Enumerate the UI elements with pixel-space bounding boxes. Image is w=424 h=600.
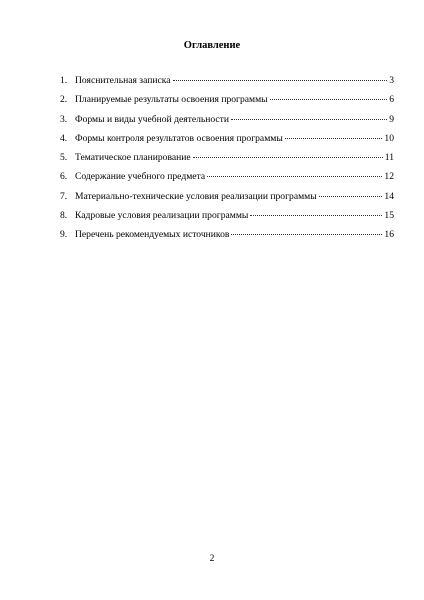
toc-entry[interactable] xyxy=(60,75,394,94)
toc-entry-number: 3. xyxy=(60,113,68,125)
toc-dot-leader xyxy=(285,138,383,139)
page-number: 2 xyxy=(209,554,215,564)
toc-entry-title: Кадровые условия реализации программы xyxy=(75,210,249,222)
toc-entry-page: 3 xyxy=(389,75,394,86)
toc-entry-page: 12 xyxy=(384,171,394,183)
toc-entry-page: 16 xyxy=(384,229,394,241)
toc-entry[interactable] xyxy=(60,152,394,171)
toc-entry-page: 10 xyxy=(384,132,394,144)
toc-entry-title: Содержание учебного предмета xyxy=(75,171,206,183)
toc-entry-number: 7. xyxy=(60,190,68,202)
toc-entry-number: 9. xyxy=(60,229,68,241)
toc-entry-page: 14 xyxy=(384,190,394,202)
toc-entry-number: 5. xyxy=(60,152,68,164)
toc-dot-leader xyxy=(207,176,382,177)
toc-entry[interactable] xyxy=(60,210,394,229)
toc-entry[interactable] xyxy=(60,191,394,210)
toc-dot-leader xyxy=(173,80,388,81)
toc-dot-leader xyxy=(231,119,387,120)
table-of-contents xyxy=(60,75,394,249)
toc-entry-number: 6. xyxy=(60,171,68,183)
toc-entry-page: 11 xyxy=(384,152,394,164)
toc-entry[interactable] xyxy=(60,114,394,133)
toc-entry[interactable] xyxy=(60,171,394,190)
toc-entry-number: 2. xyxy=(60,94,68,106)
toc-dot-leader xyxy=(231,234,382,235)
toc-entry-number: 8. xyxy=(60,210,68,222)
toc-entry-number: 1. xyxy=(60,75,68,86)
toc-entry-title: Планируемые результаты освоения программы xyxy=(75,94,268,106)
toc-entry-title: Материально-технические условия реализации программы xyxy=(75,190,317,202)
toc-entry[interactable] xyxy=(60,94,394,113)
toc-dot-leader xyxy=(250,215,382,216)
toc-entry[interactable] xyxy=(60,229,394,248)
toc-dot-leader xyxy=(319,196,383,197)
page-title: Оглавление xyxy=(183,40,241,51)
toc-entry-number: 4. xyxy=(60,132,68,144)
toc-entry-title: Тематическое планирование xyxy=(75,152,191,164)
toc-entry-page: 9 xyxy=(389,113,394,125)
toc-entry-title: Формы и виды учебной деятельности xyxy=(75,113,230,125)
toc-entry-title: Перечень рекомендуемых источников xyxy=(75,229,230,241)
toc-dot-leader xyxy=(270,99,388,100)
toc-entry-page: 15 xyxy=(384,210,394,222)
toc-entry-title: Пояснительная записка xyxy=(75,75,171,86)
toc-entry-page: 6 xyxy=(389,94,394,106)
toc-entry[interactable] xyxy=(60,133,394,152)
toc-dot-leader xyxy=(193,157,383,158)
toc-entry-title: Формы контроля результатов освоения программы xyxy=(75,132,283,144)
